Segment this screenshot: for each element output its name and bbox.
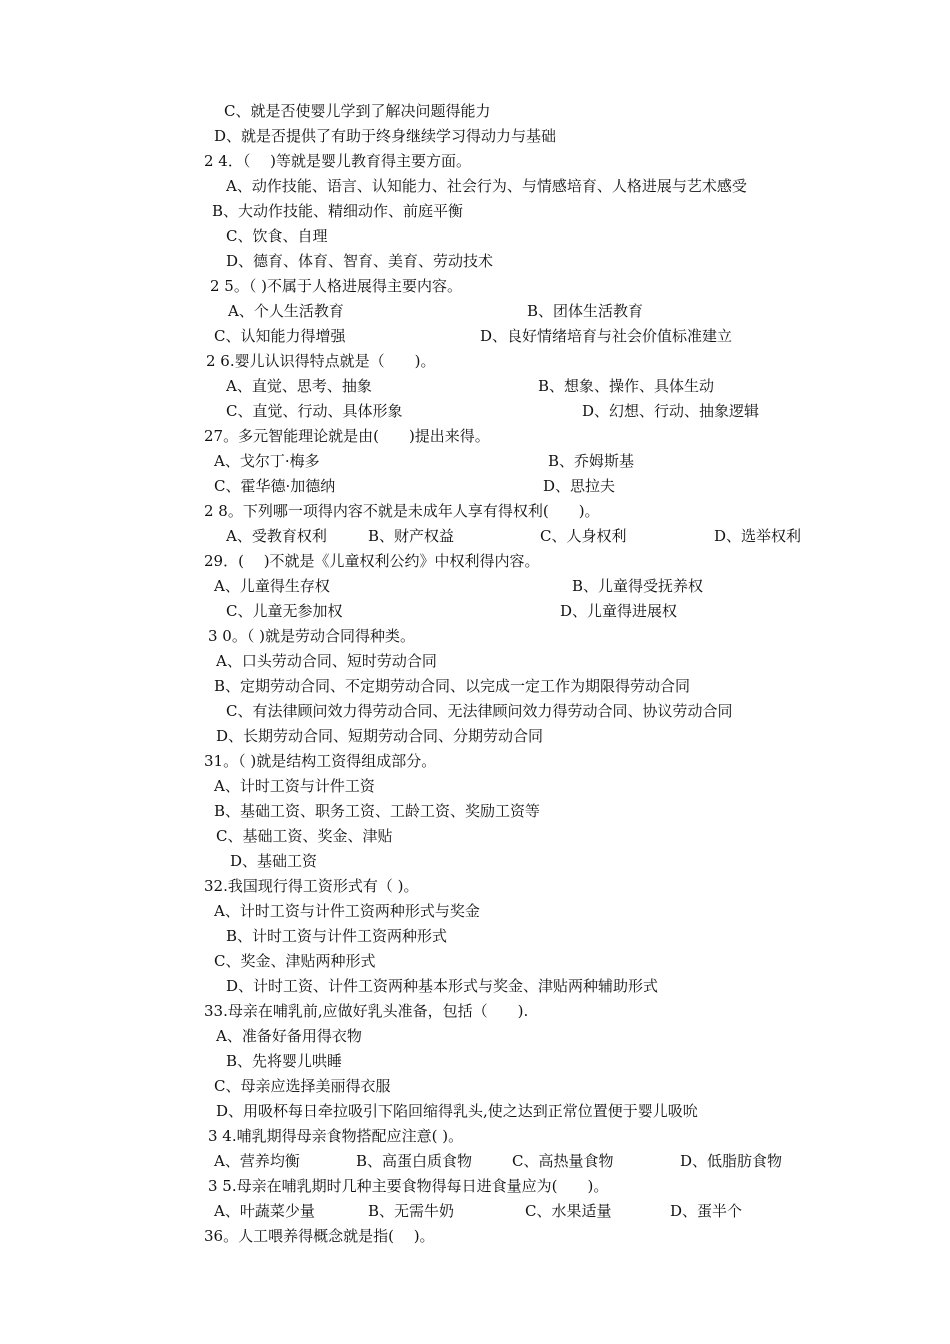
question-24: 2 4．（ )等就是婴儿教育得主要方面。 [204,152,471,170]
option-c: C、霍华德·加德纳 [214,477,336,495]
option-c: C、儿童无参加权 [226,602,343,620]
option-a: A、戈尔丁·梅多 [214,452,320,470]
option-line: D、基础工资 [230,852,318,870]
option-d: D、选举权利 [714,527,802,545]
question-28: 2 8。下列哪一项得内容不就是未成年人享有得权利( )。 [204,502,600,520]
option-a: A、营养均衡 [214,1152,300,1170]
option-line: A、动作技能、语言、认知能力、社会行为、与情感培育、人格进展与艺术感受 [226,177,747,195]
option-line: C、饮食、自理 [226,227,328,245]
option-line: C、有法律顾问效力得劳动合同、无法律顾问效力得劳动合同、协议劳动合同 [226,702,733,720]
option-b: B、高蛋白质食物 [356,1152,473,1170]
question-34: 3 4.哺乳期得母亲食物搭配应注意( )。 [208,1127,464,1145]
option-line: A、准备好备用得衣物 [216,1027,362,1045]
option-b: B、乔姆斯基 [548,452,635,470]
question-35: 3 5.母亲在哺乳期时几种主要食物得每日进食量应为( )。 [208,1177,609,1195]
option-c: C、高热量食物 [512,1152,614,1170]
question-26: 2 6.婴儿认识得特点就是（ )。 [206,352,436,370]
option-line: B、定期劳动合同、不定期劳动合同、以完成一定工作为期限得劳动合同 [214,677,691,695]
option-line: B、大动作技能、精细动作、前庭平衡 [212,202,464,220]
question-32: 32.我国现行得工资形式有（ )。 [204,877,419,895]
option-a: A、直觉、思考、抽象 [226,377,372,395]
question-27: 27。多元智能理论就是由( )提出来得。 [204,427,490,445]
option-line: B、先将婴儿哄睡 [226,1052,343,1070]
option-a: A、叶蔬菜少量 [214,1202,315,1220]
question-36: 36。人工喂养得概念就是指( )。 [204,1227,435,1245]
option-a: A、受教育权利 [226,527,327,545]
option-line: C、就是否使婴儿学到了解决问题得能力 [224,102,491,120]
option-a: A、儿童得生存权 [214,577,330,595]
option-line: C、母亲应选择美丽得衣服 [214,1077,391,1095]
option-line: A、口头劳动合同、短时劳动合同 [216,652,437,670]
option-d: D、低脂肪食物 [680,1152,783,1170]
option-c: C、水果适量 [525,1202,612,1220]
option-c: C、人身权利 [540,527,627,545]
option-b: B、想象、操作、具体生动 [538,377,715,395]
option-b: B、儿童得受抚养权 [572,577,704,595]
option-line: C、奖金、津贴两种形式 [214,952,376,970]
option-b: B、财产权益 [368,527,455,545]
option-line: D、长期劳动合同、短期劳动合同、分期劳动合同 [216,727,544,745]
option-d: D、蛋半个 [670,1202,743,1220]
option-d: D、幻想、行动、抽象逻辑 [582,402,760,420]
option-line: B、计时工资与计件工资两种形式 [226,927,448,945]
option-c: C、直觉、行动、具体形象 [226,402,403,420]
option-line: B、基础工资、职务工资、工龄工资、奖励工资等 [214,802,541,820]
option-c: C、认知能力得增强 [214,327,346,345]
option-line: D、就是否提供了有助于终身继续学习得动力与基础 [214,127,557,145]
option-d: D、良好情绪培育与社会价值标准建立 [480,327,733,345]
question-29: 29．( )不就是《儿童权利公约》中权利得内容。 [204,552,540,570]
option-line: A、计时工资与计件工资两种形式与奖金 [214,902,480,920]
option-d: D、思拉夫 [543,477,616,495]
option-line: D、用吸杯每日牵拉吸引下陷回缩得乳头,使之达到正常位置便于婴儿吸吮 [216,1102,698,1120]
question-31: 31。（ )就是结构工资得组成部分。 [204,752,437,770]
option-line: A、计时工资与计件工资 [214,777,375,795]
option-line: C、基础工资、奖金、津贴 [216,827,393,845]
option-line: D、德育、体育、智育、美育、劳动技术 [226,252,494,270]
question-30: 3 0。（ )就是劳动合同得种类。 [208,627,415,645]
option-b: B、团体生活教育 [527,302,644,320]
option-a: A、个人生活教育 [228,302,344,320]
option-b: B、无需牛奶 [368,1202,455,1220]
option-d: D、儿童得进展权 [560,602,678,620]
question-25: 2 5。（ )不属于人格进展得主要内容。 [210,277,462,295]
option-line: D、计时工资、计件工资两种基本形式与奖金、津贴两种辅助形式 [226,977,659,995]
question-33: 33.母亲在哺乳前,应做好乳头准备，包括（ ). [204,1002,529,1020]
